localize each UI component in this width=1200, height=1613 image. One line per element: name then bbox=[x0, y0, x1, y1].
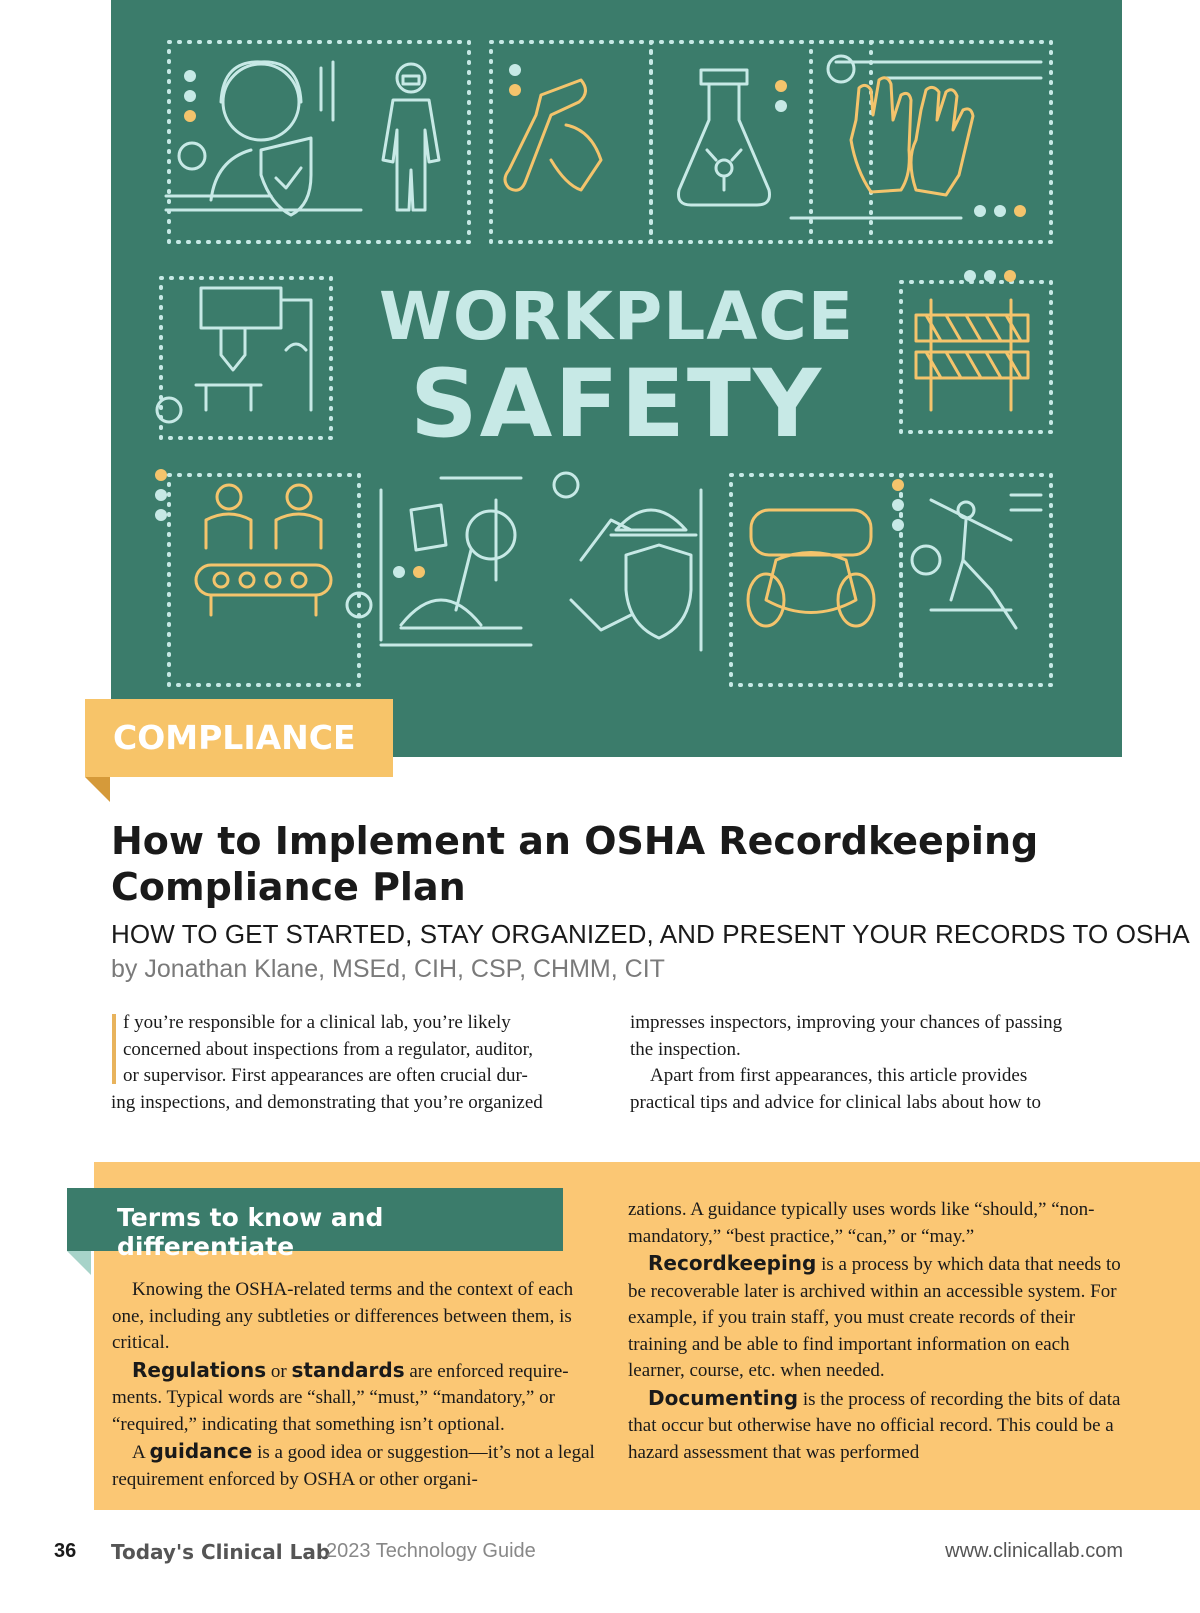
intro-left-line: ing inspections, and demonstrating that you’re organized bbox=[111, 1091, 543, 1113]
hard-hat-shield-icon bbox=[554, 473, 696, 638]
term-standards: standards bbox=[291, 1357, 405, 1382]
radiation-flask-icon bbox=[679, 70, 770, 205]
intro-left-line: or supervisor. First appearances are often crucial dur- bbox=[123, 1065, 528, 1086]
sidebar-paragraph: zations. A guidance typically uses words like “should,” “non-mandatory,” “best practice,” “can,” or “may.” bbox=[628, 1199, 1095, 1247]
intro-left-column bbox=[111, 1010, 581, 1116]
intro-left-line: concerned about inspections from a regulator, auditor, bbox=[123, 1038, 534, 1060]
term-documenting: Documenting bbox=[648, 1385, 799, 1410]
issue-name: 2023 Technology Guide bbox=[326, 1540, 536, 1562]
hero-illustration bbox=[111, 0, 1122, 757]
gas-mask-icon bbox=[748, 510, 874, 626]
hero-title-safety: SAFETY bbox=[409, 350, 824, 459]
sidebar-paragraph: Knowing the OSHA-related terms and the context of each one, including any subtleties or differences between them, is critical. bbox=[112, 1279, 574, 1353]
section-tab-fold bbox=[85, 777, 110, 802]
article-subtitle: HOW TO GET STARTED, STAY ORGANIZED, AND PRESENT YOUR RECORDS TO OSHA bbox=[111, 919, 1190, 949]
article-title-line-1: How to Implement an OSHA Recordkeeping bbox=[111, 819, 1039, 863]
hand-wrench-icon bbox=[505, 80, 601, 190]
article-byline: by Jonathan Klane, MSEd, CIH, CSP, CHMM, CIT bbox=[111, 955, 665, 983]
page-number: 36 bbox=[54, 1540, 77, 1562]
magazine-name: Today's Clinical Lab bbox=[111, 1540, 331, 1564]
sidebar-text: is the process of recording the bits of data that occur but otherwise have no official record. This could be a hazard assessment that was performed bbox=[628, 1388, 1121, 1463]
sidebar-paragraph bbox=[628, 1385, 1128, 1467]
sidebar-right-column bbox=[628, 1197, 1128, 1466]
intro-right-line: Apart from first appearances, this article provides bbox=[650, 1065, 1028, 1086]
terms-heading-fold bbox=[67, 1251, 91, 1275]
sidebar-text: are enforced require-ments. Typical words are “shall,” “must,” “mandatory,” or “required,” indicating that something isn’t optional. bbox=[112, 1360, 569, 1435]
gloves-icon bbox=[851, 78, 973, 195]
website-url: www.clinicallab.com bbox=[945, 1540, 1123, 1562]
page-footer bbox=[0, 1540, 1200, 1570]
article-title-line-2: Compliance Plan bbox=[111, 865, 466, 909]
sidebar-paragraph bbox=[112, 1357, 607, 1439]
worker-shield-icon bbox=[211, 62, 311, 215]
sidebar-paragraph bbox=[112, 1438, 607, 1493]
term-regulations: Regulations bbox=[132, 1357, 267, 1382]
sidebar-text: A bbox=[132, 1442, 150, 1463]
term-guidance: guidance bbox=[149, 1439, 253, 1463]
sidebar-left-column bbox=[112, 1277, 607, 1493]
terms-heading: Terms to know and differentiate bbox=[117, 1203, 384, 1261]
intro-right-line: impresses inspectors, improving your chances of passing bbox=[630, 1012, 1063, 1033]
hazmat-suit-icon bbox=[383, 64, 439, 210]
intro-right-line: practical tips and advice for clinical labs about how to bbox=[630, 1091, 1041, 1113]
section-tab-label: COMPLIANCE bbox=[113, 718, 356, 757]
terms-heading-box bbox=[67, 1188, 563, 1261]
section-tab bbox=[85, 699, 393, 777]
sidebar-text: is a process by which data that needs to be recoverable later is archived within an accessible system. For example, if you train staff, you must create records of their training and be able to find important information on each learner, course, etc. when needed. bbox=[628, 1254, 1121, 1381]
term-recordkeeping: Recordkeeping bbox=[648, 1251, 817, 1275]
intro-right-line: the inspection. bbox=[630, 1038, 741, 1060]
sidebar-text: or bbox=[266, 1360, 292, 1382]
conveyor-workers-icon bbox=[196, 485, 331, 615]
sidebar-paragraph bbox=[628, 1250, 1128, 1385]
article-title bbox=[111, 818, 1111, 910]
intro-right-column bbox=[630, 1010, 1125, 1116]
intro-left-line: f you’re responsible for a clinical lab, you’re likely bbox=[123, 1012, 511, 1033]
sidebar-text: is a good idea or suggestion—it’s not a legal requirement enforced by OSHA or other organi- bbox=[112, 1442, 595, 1490]
hero-title-workplace: WORKPLACE bbox=[379, 278, 854, 355]
